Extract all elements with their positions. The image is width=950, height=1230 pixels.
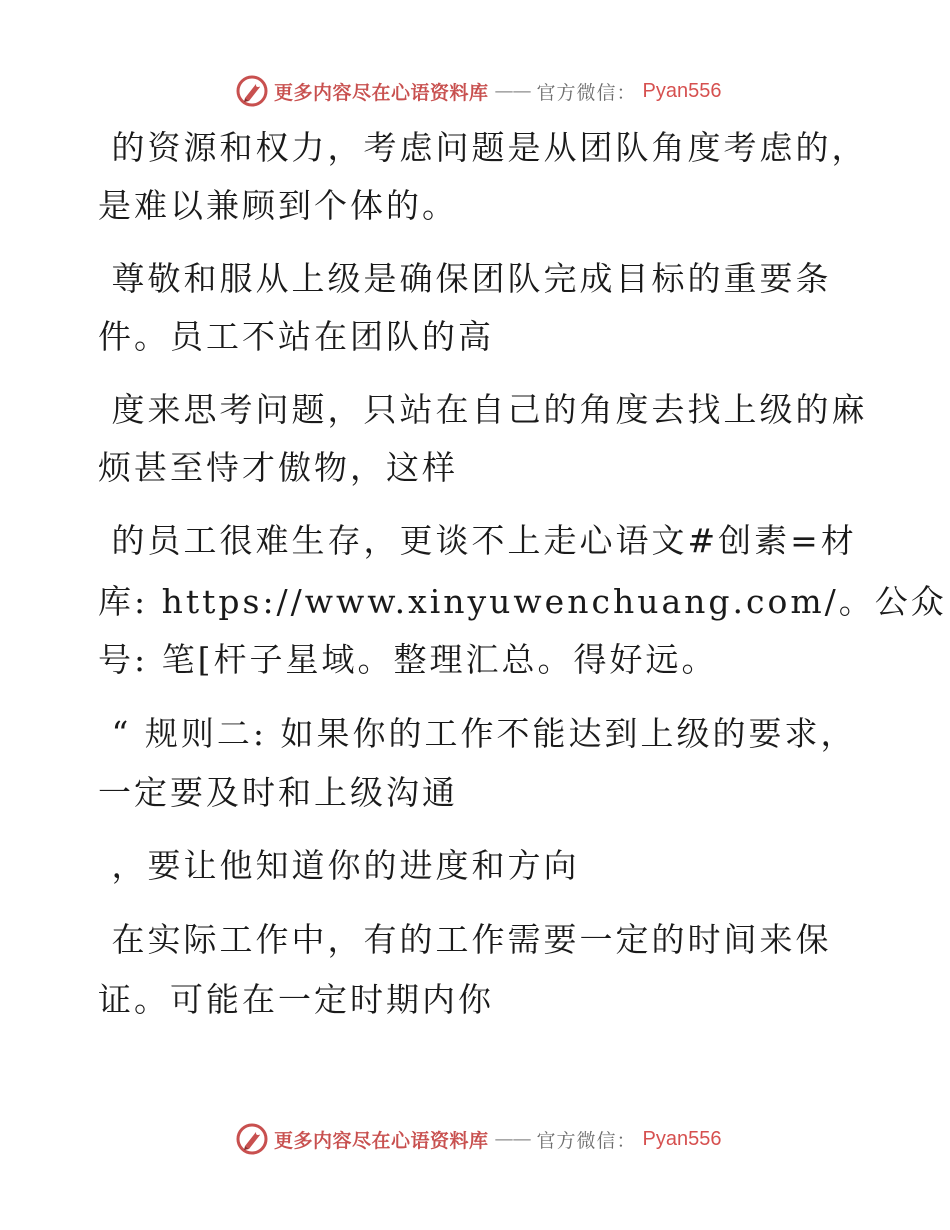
watermark-official-label: 官方微信： [536, 1129, 637, 1152]
body-text-line: 的资源和权力，考虑问题是从团队角度考虑的， [98, 128, 868, 167]
body-text-line: 的员工很难生存，更谈不上走心语文#创素=材 [98, 521, 857, 560]
body-text-line: 库: https://www.xinyuwenchuang.com/。公众 [98, 582, 947, 621]
body-text-line: 号: 笔[杆子星域。整理汇总。得好远。 [98, 640, 718, 679]
body-text-line: 一定要及时和上级沟通 [98, 773, 458, 812]
watermark-official-label: 官方微信： [536, 81, 637, 104]
body-text-line: ，要让他知道你的进度和方向 [98, 846, 580, 885]
body-text-line: 是难以兼顾到个体的。 [98, 186, 458, 225]
watermark-dash: —— [494, 1128, 531, 1150]
body-text-line: 在实际工作中，有的工作需要一定的时间来保 [98, 920, 832, 959]
pen-logo-icon [236, 75, 268, 107]
watermark-main-text: 更多内容尽在心语资料库 [274, 1129, 489, 1152]
body-text-line: 烦甚至恃才傲物，这样 [98, 448, 458, 487]
watermark-main-text: 更多内容尽在心语资料库 [274, 81, 489, 104]
header-watermark [236, 74, 722, 108]
watermark-wechat-id: Pyan556 [642, 79, 722, 102]
body-text-line: 尊敬和服从上级是确保团队完成目标的重要条 [98, 259, 832, 298]
body-text-line: 度来思考问题，只站在自己的角度去找上级的麻 [98, 390, 868, 429]
footer-watermark [236, 1122, 722, 1156]
body-text-line: 证。可能在一定时期内你 [98, 980, 494, 1019]
watermark-wechat-id: Pyan556 [642, 1127, 722, 1150]
pen-logo-icon [236, 1123, 268, 1155]
watermark-dash: —— [494, 80, 531, 102]
body-text-line: 件。员工不站在团队的高 [98, 317, 494, 356]
body-text-line: “ 规则二: 如果你的工作不能达到上级的要求， [98, 714, 857, 753]
